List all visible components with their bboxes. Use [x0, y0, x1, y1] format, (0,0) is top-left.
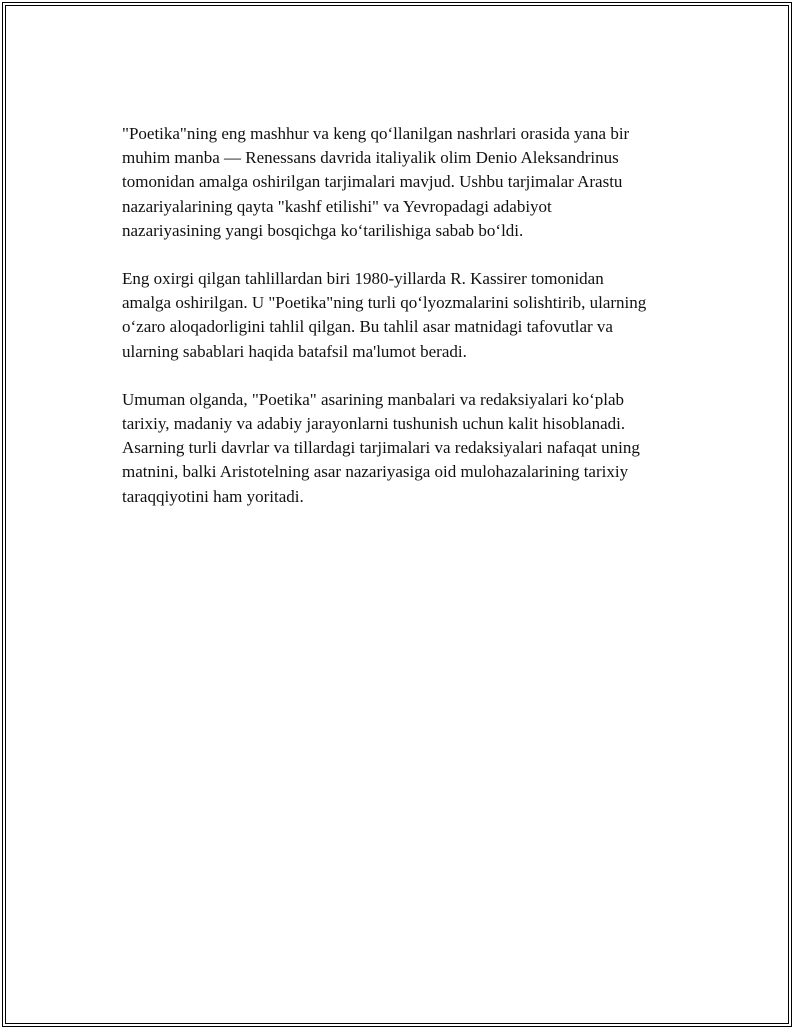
- paragraph-line: amalga oshirilgan. U "Poetika"ning turli qo‘lyozmalarini solishtirib, ularning: [122, 293, 647, 313]
- paragraph-2: [122, 267, 702, 364]
- paragraph-line: Eng oxirgi qilgan tahlillardan biri 1980-yillarda R. Kassirer tomonidan: [122, 269, 604, 289]
- paragraph-line: muhim manba — Renessans davrida italiyalik olim Denio Aleksandrinus: [122, 148, 619, 168]
- paragraph-line: o‘zaro aloqadorligini tahlil qilgan. Bu tahlil asar matnidagi tafovutlar va: [122, 317, 613, 337]
- paragraph-line: tarixiy, madaniy va adabiy jarayonlarni tushunish uchun kalit hisoblanadi.: [122, 414, 626, 434]
- paragraph-line: matnini, balki Aristotelning asar nazariyasiga oid mulohazalarining tarixiy: [122, 462, 629, 482]
- paragraph-line: Asarning turli davrlar va tillardagi tarjimalari va redaksiyalari nafaqat uning: [122, 438, 640, 458]
- paragraph-3: [122, 388, 702, 509]
- paragraph-line: taraqqiyotini ham yoritadi.: [122, 486, 304, 506]
- paragraph-line: "Poetika"ning eng mashhur va keng qo‘llanilgan nashrlari orasida yana bir: [122, 124, 630, 143]
- paragraph-line: nazariyasining yangi bosqichga ko‘tarilishiga sabab bo‘ldi.: [122, 220, 524, 240]
- paragraph-line: tomonidan amalga oshirilgan tarjimalari mavjud. Ushbu tarjimalar Arastu: [122, 172, 623, 192]
- document-body: [122, 122, 702, 533]
- paragraph-line: Umuman olganda, "Poetika" asarining manbalari va redaksiyalari ko‘plab: [122, 389, 624, 409]
- document-page: [2, 2, 792, 1027]
- paragraph-line: nazariyalarining qayta "kashf etilishi" va Yevropadagi adabiyot: [122, 196, 552, 216]
- paragraph-1: [122, 122, 702, 243]
- paragraph-line: ularning sabablari haqida batafsil ma'lumot beradi.: [122, 341, 467, 361]
